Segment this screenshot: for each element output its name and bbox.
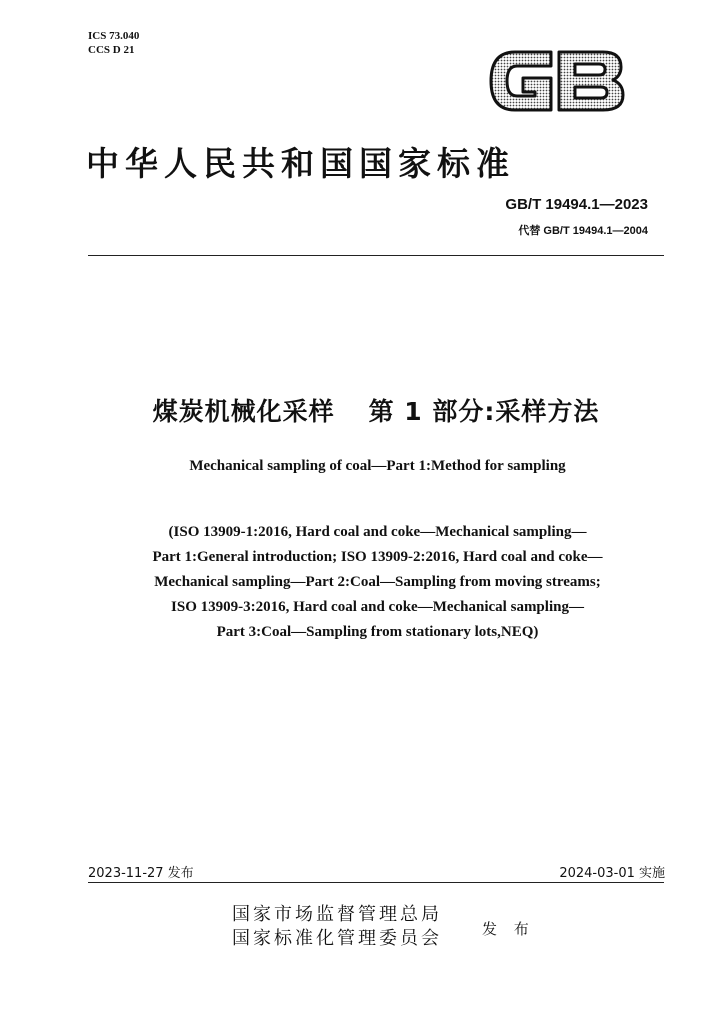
top-divider bbox=[88, 255, 664, 256]
title-cn-part2: 第 1 部分:采样方法 bbox=[368, 397, 600, 426]
publish-label: 发 布 bbox=[482, 920, 535, 938]
iso-reference-line: (ISO 13909-1:2016, Hard coal and coke—Mechanical sampling— bbox=[168, 524, 587, 540]
replaces-standard: 代替 GB/T 19494.1—2004 bbox=[518, 225, 648, 237]
iso-reference-line: Mechanical sampling—Part 2:Coal—Sampling from moving streams; bbox=[154, 574, 601, 590]
implementation-date: 2024-03-01 实施 bbox=[559, 866, 665, 881]
iso-reference bbox=[0, 520, 715, 645]
standard-number: GB/T 19494.1—2023 bbox=[505, 196, 648, 213]
national-standard-title: 中华人民共和国国家标准 bbox=[86, 144, 515, 183]
issuer-sac: 国家标准化管理委员会 bbox=[232, 928, 442, 949]
bottom-divider bbox=[88, 882, 664, 883]
document-title-en: Mechanical sampling of coal—Part 1:Method for sampling bbox=[189, 458, 566, 474]
iso-reference-line: ISO 13909-3:2016, Hard coal and coke—Mechanical sampling— bbox=[171, 599, 584, 615]
ccs-code: CCS D 21 bbox=[88, 44, 135, 56]
issue-date: 2023-11-27 发布 bbox=[88, 866, 194, 881]
classification-codes bbox=[88, 29, 139, 57]
issuer-samr: 国家市场监督管理总局 bbox=[232, 904, 442, 925]
ics-code: ICS 73.040 bbox=[88, 30, 140, 42]
issuing-authorities bbox=[232, 903, 442, 951]
iso-reference-line: Part 1:General introduction; ISO 13909-2:2016, Hard coal and coke— bbox=[152, 549, 603, 565]
title-cn-part1: 煤炭机械化采样 bbox=[152, 397, 335, 426]
gb-logo-icon bbox=[485, 44, 628, 118]
iso-reference-line: Part 3:Coal—Sampling from stationary lots,NEQ) bbox=[216, 624, 539, 640]
document-title-cn bbox=[0, 392, 715, 428]
